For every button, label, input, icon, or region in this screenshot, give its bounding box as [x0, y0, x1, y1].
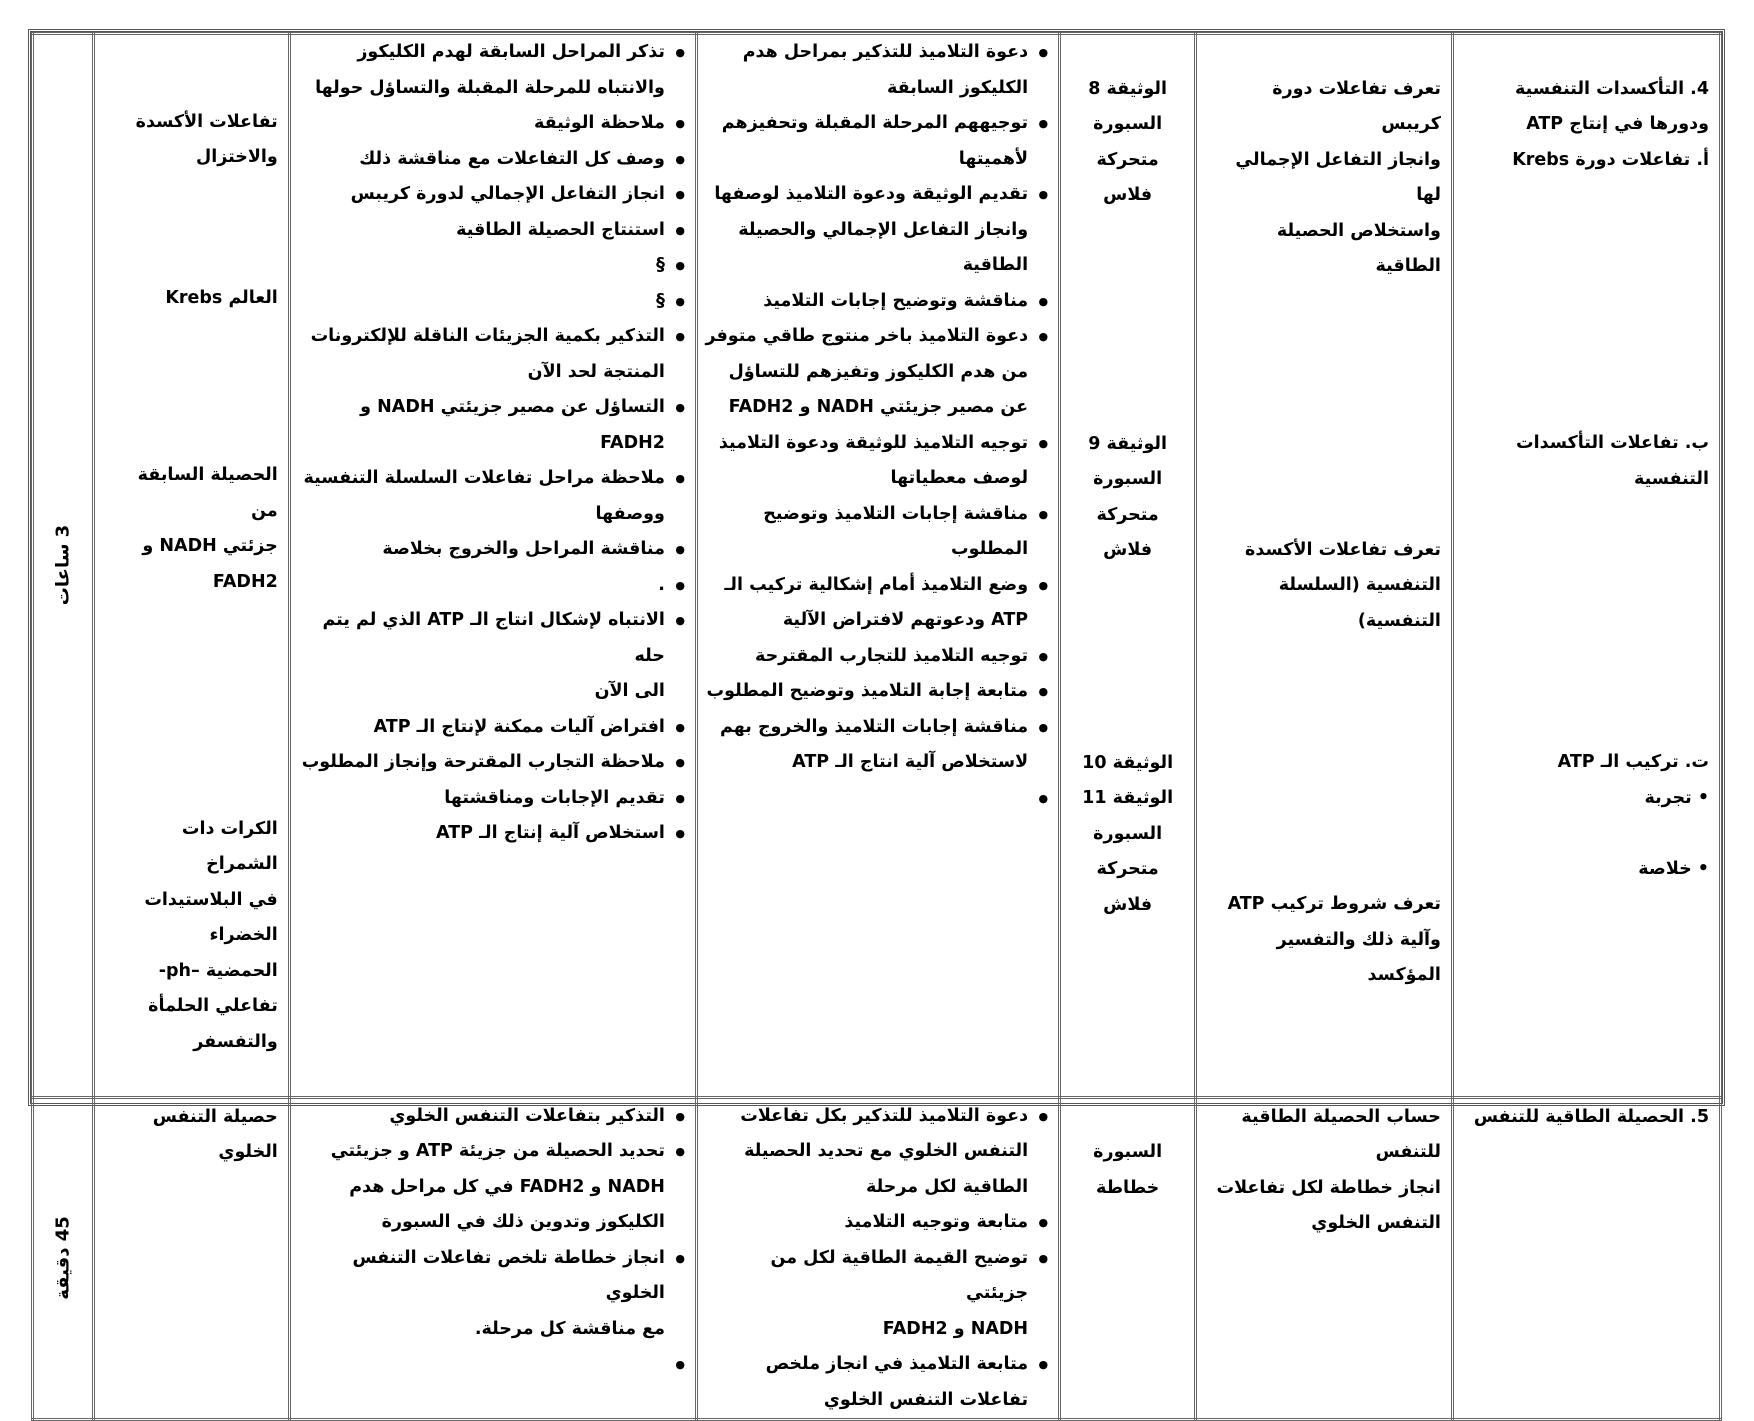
concept-item: حصيلة التنفس الخلوي: [152, 1106, 278, 1162]
student-activity-item: ● استنتاج الحصيلة الطاقية: [297, 213, 687, 249]
table-row: [33, 34, 1721, 1098]
objective-item: حساب الحصيلة الطاقية للتنفس انجاز خطاطة لكل تفاعلات التنفس الخلوي: [1216, 1106, 1441, 1233]
concepts-cell: [94, 34, 289, 1098]
teacher-activity-item: ● مناقشة إجابات التلاميذ وتوضيح المطلوب: [704, 497, 1050, 568]
objectives-cell: [1196, 1097, 1453, 1420]
concept-item: الكرات دات الشمراخ في البلاستيدات الخضراء الحمضية –ph- تفاعلي الحلمأة والتفسفر: [144, 818, 278, 1052]
student-activity-item: ● ملاحظة التجارب المقترحة وإنجاز المطلوب: [297, 745, 687, 781]
content-item: ب. تفاعلات التأكسدات التنفسية: [1516, 433, 1709, 489]
teacher-activity-item: ● توجيه التلاميذ للتجارب المقترحة: [704, 639, 1050, 675]
support-item: الوثيقة 9 السبورة متحركة فلاش: [1088, 433, 1167, 560]
student-activity-item: ● ملاحظة الوثيقة: [297, 106, 687, 142]
duration-cell: [33, 34, 94, 1098]
teacher-activity-item: ● توجيههم المرحلة المقبلة وتحفيزهم لأهميتها: [704, 106, 1050, 177]
content-item: 5. الحصيلة الطاقية للتنفس: [1473, 1106, 1709, 1127]
teacher-activity-item: ● توجيه التلاميذ للوثيقة ودعوة التلاميذ لوصف معطياتها: [704, 426, 1050, 497]
teacher-activity-item: ● دعوة التلاميذ للتذكير بكل تفاعلات التنفس الخلوي مع تحديد الحصيلة الطاقية لكل مرحلة: [704, 1099, 1050, 1206]
teacher-activity-item: ● وضع التلاميذ أمام إشكالية تركيب الـ ATP ودعوتهم لافتراض الآلية: [704, 568, 1050, 639]
supports-cell: [1060, 34, 1196, 1098]
supports-cell: [1060, 1097, 1196, 1420]
content-item: 4. التأكسدات التنفسية ودورها في إنتاج ATP أ. تفاعلات دورة Krebs: [1512, 78, 1709, 170]
support-item: الوثيقة 10 الوثيقة 11 السبورة متحركة فلاش: [1082, 752, 1174, 915]
teacher-activity-item: ● مناقشة إجابات التلاميذ والخروج بهم لاستخلاص آلية انتاج الـ ATP: [704, 710, 1050, 781]
teacher-activity-item: ● مناقشة وتوضيح إجابات التلاميذ: [704, 284, 1050, 320]
student-activity-item: ● مناقشة المراحل والخروج بخلاصة: [297, 532, 687, 568]
student-activity-item: ● تحديد الحصيلة من جزيئة ATP و جزيئتي NADH و FADH2 في كل مراحل هدم الكليكوز وتدوين ذلك في السبورة: [297, 1134, 687, 1241]
student-activity-item: ● ملاحظة مراحل تفاعلات السلسلة التنفسية ووصفها: [297, 461, 687, 532]
teacher-activity-item: ● دعوة التلاميذ باخر منتوج طاقي متوفر من هدم الكليكوز وتفيزهم للتساؤل عن مصير جزيئتي NADH و FADH2: [704, 319, 1050, 426]
student-activity-item: ● الانتباه لإشكال انتاج الـ ATP الذي لم يتم حله الى الآن: [297, 603, 687, 710]
student-activity-item: ● انجاز التفاعل الإجمالي لدورة كريبس: [297, 177, 687, 213]
student-activity-item: ● تذكر المراحل السابقة لهدم الكليكوز والانتباه للمرحلة المقبلة والتساؤل حولها: [297, 35, 687, 106]
concept-item: الحصيلة السابقة من جزئتي NADH و FADH2: [137, 465, 278, 592]
teacher-activity-item: ● دعوة التلاميذ للتذكير بمراحل هدم الكليكوز السابقة: [704, 35, 1050, 106]
table-row: [33, 1097, 1721, 1420]
objectives-cell: [1196, 34, 1453, 1098]
lesson-plan-sheet: [28, 29, 1725, 1410]
duration-label: 3 ساعات: [52, 525, 74, 606]
student-activity-item: ● انجاز خطاطة تلخص تفاعلات التنفس الخلوي مع مناقشة كل مرحلة.: [297, 1241, 687, 1348]
student-activity-item: ● التذكير بتفاعلات التنفس الخلوي: [297, 1099, 687, 1135]
lesson-plan-table: [31, 32, 1722, 1421]
content-item: ت. تركيب الـ ATP • تجربة • خلاصة: [1557, 752, 1709, 879]
student-activity-item: ● تقديم الإجابات ومناقشتها: [297, 781, 687, 817]
student-activity-item: ● §: [297, 284, 687, 320]
teacher-activity-item: ● توضيح القيمة الطاقية لكل من جزيئتي NADH و FADH2: [704, 1241, 1050, 1348]
student-activity-item: ● افتراض آليات ممكنة لإنتاج الـ ATP: [297, 710, 687, 746]
objective-item: تعرف تفاعلات دورة كريبس وانجاز التفاعل الإجمالي لها واستخلاص الحصيلة الطاقية: [1235, 78, 1441, 276]
student-activity-item: ● .: [297, 568, 687, 604]
student-activities-cell: [289, 34, 696, 1098]
student-activities-cell: [289, 1097, 696, 1420]
student-activity-item: ● §: [297, 248, 687, 284]
teacher-activity-item: ● متابعة إجابة التلاميذ وتوضيح المطلوب: [704, 674, 1050, 710]
support-item: الوثيقة 8 السبورة متحركة فلاس: [1088, 78, 1167, 205]
duration-cell: [33, 1097, 94, 1420]
objective-item: تعرف شروط تركيب ATP وآلية ذلك والتفسير المؤكسد: [1227, 894, 1441, 985]
concept-item: العالم Krebs: [165, 287, 278, 308]
contents-cell: [1452, 1097, 1720, 1420]
concept-item: تفاعلات الأكسدة والاختزال: [135, 111, 278, 167]
student-activity-item: ● وصف كل التفاعلات مع مناقشة ذلك: [297, 142, 687, 178]
duration-label: 45 دقيقة: [52, 1216, 74, 1301]
teacher-activity-item: ● متابعة التلاميذ في انجاز ملخص تفاعلات التنفس الخلوي: [704, 1347, 1050, 1418]
teacher-activity-item: ● تقديم الوثيقة ودعوة التلاميذ لوصفها وانجاز التفاعل الإجمالي والحصيلة الطاقية: [704, 177, 1050, 284]
objective-item: تعرف تفاعلات الأكسدة التنفسية (السلسلة التنفسية): [1245, 539, 1441, 631]
student-activity-item: ● استخلاص آلية إنتاج الـ ATP: [297, 816, 687, 852]
support-item: السبورة خطاطة: [1093, 1142, 1163, 1198]
contents-cell: [1452, 34, 1720, 1098]
student-activity-item: ● التذكير بكمية الجزيئات الناقلة للإلكترونات المنتجة لحد الآن: [297, 319, 687, 390]
student-activity-item: ● التساؤل عن مصير جزيئتي NADH و FADH2: [297, 390, 687, 461]
teacher-activity-item: ● متابعة وتوجيه التلاميذ: [704, 1205, 1050, 1241]
teacher-activities-cell: [696, 34, 1059, 1098]
concepts-cell: [94, 1097, 289, 1420]
teacher-activities-cell: [696, 1097, 1059, 1420]
